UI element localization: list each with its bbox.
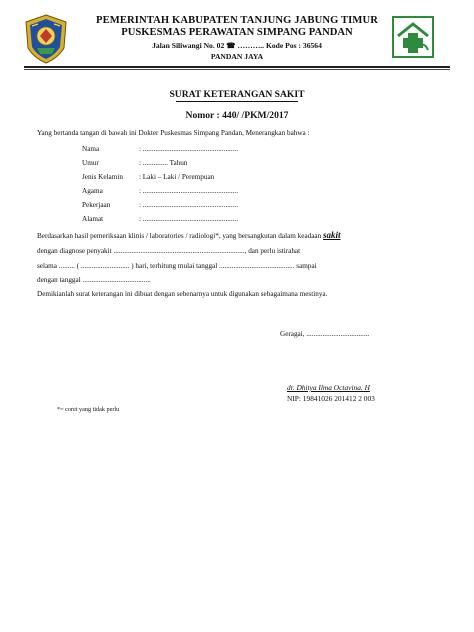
intro-text: Yang bertanda tangan di bawah ini Dokter Puskesmas Simpang Pandan, Menerangkan bahwa : [37, 129, 310, 137]
field-label-pekerjaan: Pekerjaan [82, 201, 111, 209]
puskesmas-logo-icon [392, 16, 434, 58]
statement-line-1-text: Berdasarkan hasil pemeriksaan klinis / laboratories / radiologi*, yang bersangkutan dalam keadaan [37, 232, 322, 240]
letter-number: Nomor : 440/ /PKM/2017 [185, 110, 289, 121]
field-label-agama: Agama [82, 187, 103, 195]
field-value-pekerjaan: : ..................................................... [139, 201, 239, 209]
field-label-umur: Umur [82, 159, 99, 167]
closing-text: Demikianlah surat keterangan ini dibuat dengan sebenarnya untuk digunakan sebagaimana mestinya. [37, 290, 328, 298]
statement-line-1 [37, 230, 341, 240]
field-value-alamat: : ..................................................... [139, 215, 239, 223]
title-underline [176, 101, 298, 102]
field-value-agama: : ..................................................... [139, 187, 239, 195]
field-value-nama: : ..................................................... [139, 145, 239, 153]
footnote: *= coret yang tidak perlu [57, 406, 120, 413]
field-label-nama: Nama [82, 145, 100, 153]
header-divider-thick [24, 66, 450, 68]
header-government: PEMERINTAH KABUPATEN TANJUNG JABUNG TIMUR [96, 15, 378, 26]
field-value-jenis-kelamin: : Laki – Laki / Perempuan [139, 173, 215, 181]
signatory-nip: NIP: 19841026 201412 2 003 [287, 394, 375, 403]
letter-title: SURAT KETERANGAN SAKIT [169, 89, 305, 100]
header-address: Jalan Siliwangi No. 02 ☎ ……….. Kode Pos : 36564 [152, 41, 322, 50]
header-divider-thin [24, 69, 450, 70]
emphasis-sakit: sakit [323, 230, 341, 240]
field-label-jenis-kelamin: Jenis Kelamin [82, 173, 123, 181]
signatory-name: dr. Dhitya Ilma Octavina. H [287, 383, 370, 392]
field-value-umur: : .............. Tahun [139, 159, 188, 167]
statement-line-2: dengan diagnose penyakit ........................................................................., dan perlu istirahat [37, 247, 301, 255]
header-institution: PUSKESMAS PERAWATAN SIMPANG PANDAN [121, 27, 353, 38]
statement-line-3: selama ......... ( ........................... ) hari, terhitung mulai tanggal .......................................... sampai [37, 262, 317, 270]
statement-line-4: dengan tanggal ...................................... [37, 276, 151, 284]
place-date: Geragai, ................................... [280, 330, 370, 338]
field-label-alamat: Alamat [82, 215, 104, 223]
header-location: PANDAN JAYA [210, 52, 264, 61]
